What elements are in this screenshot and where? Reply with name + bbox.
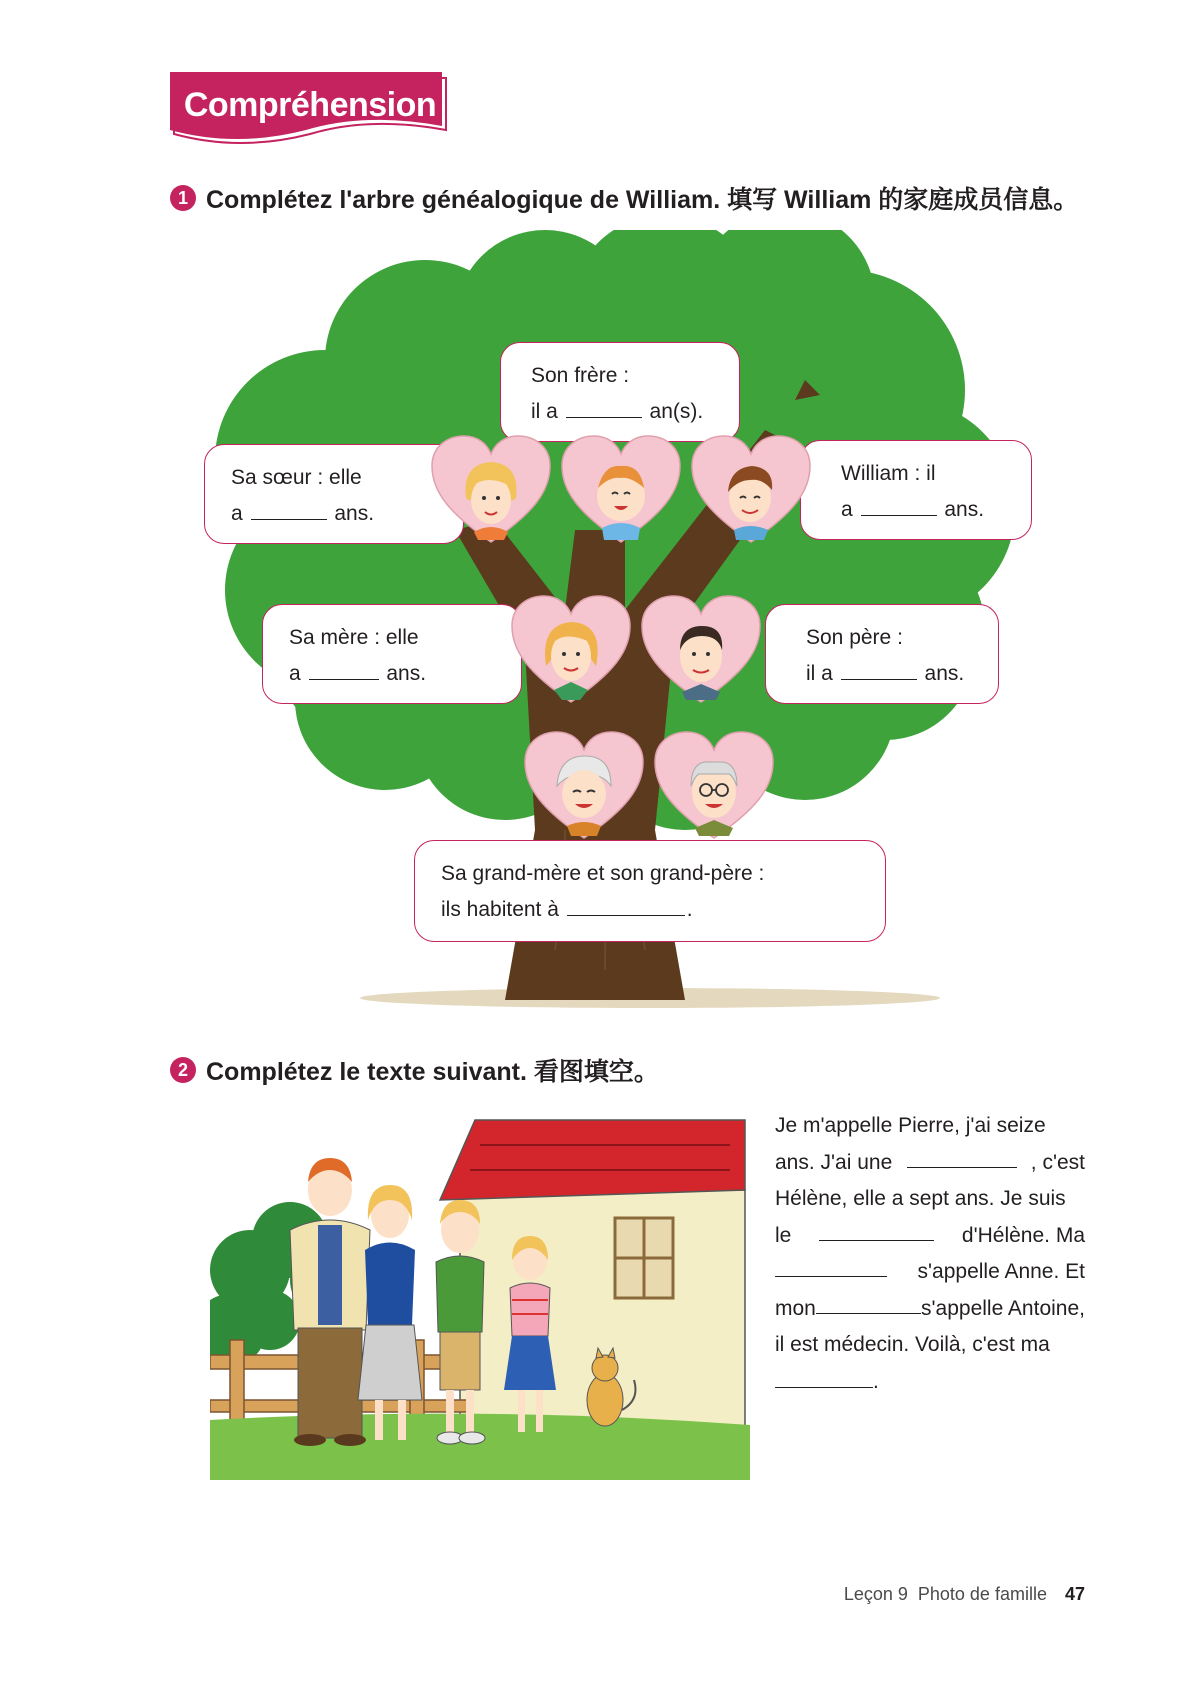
exercise-2-title [170, 1052, 659, 1088]
lesson-title: Leçon 9 Photo de famille [843, 1584, 1047, 1604]
box-mere: Sa mère : elle a ans. [262, 604, 522, 704]
fill-in-passage [775, 1108, 1085, 1400]
answer-blank[interactable] [251, 499, 327, 520]
passage-line: le d'Hélène. Ma [775, 1218, 1085, 1255]
sister-portrait-icon [430, 434, 552, 546]
father-portrait-icon [640, 594, 762, 706]
answer-blank[interactable] [861, 495, 937, 516]
box-frere-label: Son frère : [531, 364, 630, 387]
box-pere-label: Son père : [806, 626, 903, 649]
answer-blank[interactable] [309, 659, 379, 680]
answer-blank[interactable] [816, 1291, 921, 1314]
passage-line: il est médecin. Voilà, c'est ma [775, 1333, 1050, 1356]
answer-blank[interactable] [819, 1218, 934, 1241]
passage-line: Hélène, elle a sept ans. Je suis [775, 1187, 1066, 1210]
grandmother-portrait-icon [523, 730, 645, 842]
box-mere-label: Sa mère : elle [289, 626, 419, 649]
grandfather-portrait-icon [653, 730, 775, 842]
william-portrait-icon [690, 434, 812, 546]
page-number: 47 [1064, 1584, 1085, 1604]
exercise-2-instruction: Complétez le texte suivant. 看图填空。 [206, 1058, 659, 1086]
brother-portrait-icon [560, 434, 682, 546]
box-pere: Son père : il a ans. [765, 604, 999, 704]
passage-line: s'appelle Anne. Et [775, 1254, 1085, 1291]
answer-blank[interactable] [566, 397, 642, 418]
exercise-1-title [170, 180, 1078, 216]
answer-blank[interactable] [841, 659, 917, 680]
passage-line: . [775, 1364, 1085, 1401]
passage-line: Je m'appelle Pierre, j'ai seize [775, 1114, 1046, 1137]
box-grands-parents-label: Sa grand-mère et son grand-père : [441, 862, 765, 885]
exercise-number-badge: 1 [170, 185, 196, 211]
answer-blank[interactable] [775, 1254, 887, 1277]
mother-portrait-icon [510, 594, 632, 706]
box-grands-parents: Sa grand-mère et son grand-père : ils habitent à . [414, 840, 886, 942]
answer-blank[interactable] [567, 895, 685, 916]
answer-blank[interactable] [907, 1145, 1017, 1168]
exercise-number-badge: 2 [170, 1057, 196, 1083]
family-illustration [210, 1100, 750, 1480]
passage-line: ans. J'ai une , c'est [775, 1145, 1085, 1182]
box-william: William : il a ans. [800, 440, 1032, 540]
box-soeur: Sa sœur : elle a ans. [204, 444, 464, 544]
page-footer [844, 1584, 1085, 1605]
box-frere: Son frère : il a an(s). [500, 342, 740, 442]
box-soeur-label: Sa sœur : elle [231, 466, 362, 489]
box-william-label: William : il [841, 462, 936, 485]
answer-blank[interactable] [775, 1365, 873, 1388]
passage-line: mon s'appelle Antoine, [775, 1291, 1085, 1328]
section-title: Compréhension [183, 86, 437, 124]
exercise-1-instruction: Complétez l'arbre généalogique de William. 填写 William 的家庭成员信息。 [206, 186, 1079, 214]
